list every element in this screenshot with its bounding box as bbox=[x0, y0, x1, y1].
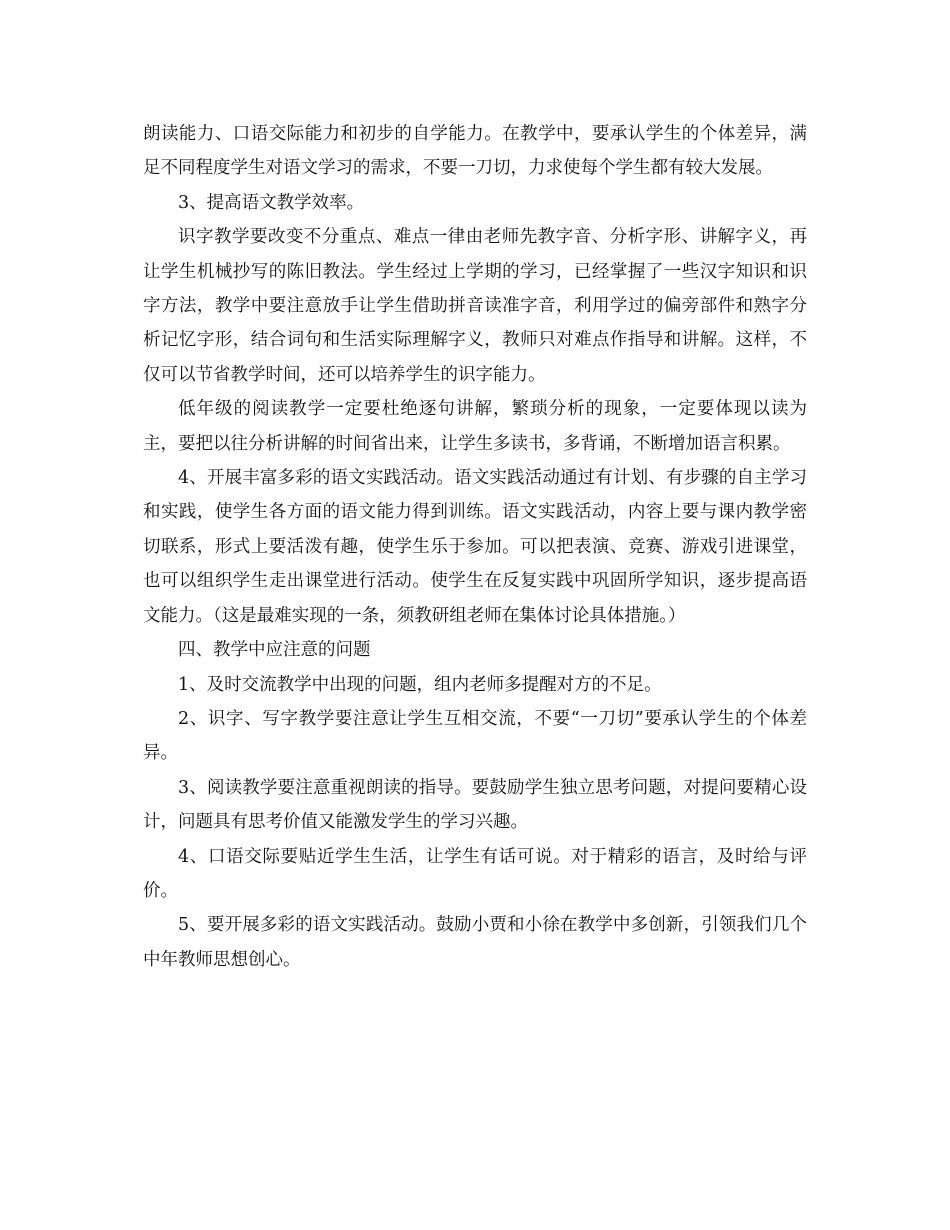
issue-item-3: 3、阅读教学要注意重视朗读的指导。要鼓励学生独立思考问题，对提问要精心设计，问题具有思考价值又能激发学生的学习兴趣。 bbox=[143, 777, 807, 833]
paragraph-practice-activities: 4、开展丰富多彩的语文实践活动。语文实践活动通过有计划、有步骤的自主学习和实践，使学生各方面的语文能力得到训练。语文实践活动，内容上要与课内教学密切联系，形式上要活泼有趣，使学生乐于参加。可以把表演、竞赛、游戏引进课堂，也可以组织学生走出课堂进行活动。使学生在反复实践中巩固所学知识，逐步提高语文能力。（这是最难实现的一条，须教研组老师在集体讨论具体措施。） bbox=[143, 468, 807, 626]
issue-item-4: 4、口语交际要贴近学生生活，让学生有话可说。对于精彩的语言，及时给与评价。 bbox=[143, 846, 807, 901]
issue-item-2: 2、识字、写字教学要注意让学生互相交流，不要“一刀切”要承认学生的个体差异。 bbox=[143, 708, 807, 764]
issue-item-5: 5、要开展多彩的语文实践活动。鼓励小贾和小徐在教学中多创新，引领我们几个中年教师思想创心。 bbox=[143, 915, 807, 970]
heading-improve-efficiency: 3、提高语文教学效率。 bbox=[178, 192, 365, 213]
document-body bbox=[143, 117, 807, 977]
section-heading-issues: 四、教学中应注意的问题 bbox=[178, 640, 371, 661]
issue-item-1: 1、及时交流教学中出现的问题，组内老师多提醒对方的不足。 bbox=[178, 674, 662, 695]
paragraph-reading-teaching: 低年级的阅读教学一定要杜绝逐句讲解，繁琐分析的现象，一定要体现以读为主，要把以往分析讲解的时间省出来，让学生多读书，多背诵，不断增加语言积累。 bbox=[143, 399, 807, 454]
paragraph-ability-summary: 朗读能力、口语交际能力和初步的自学能力。在教学中，要承认学生的个体差异，满足不同程度学生对语文学习的需求，不要一刀切，力求使每个学生都有较大发展。 bbox=[143, 124, 807, 179]
paragraph-literacy-teaching: 识字教学要改变不分重点、难点一律由老师先教字音、分析字形、讲解字义，再让学生机械抄写的陈旧教法。学生经过上学期的学习，已经掌握了一些汉字知识和识字方法，教学中要注意放手让学生借助拼音读准字音，利用学过的偏旁部件和熟字分析记忆字形，结合词句和生活实际理解字义，教师只对难点作指导和讲解。这样，不仅可以节省教学时间，还可以培养学生的识字能力。 bbox=[143, 227, 807, 385]
